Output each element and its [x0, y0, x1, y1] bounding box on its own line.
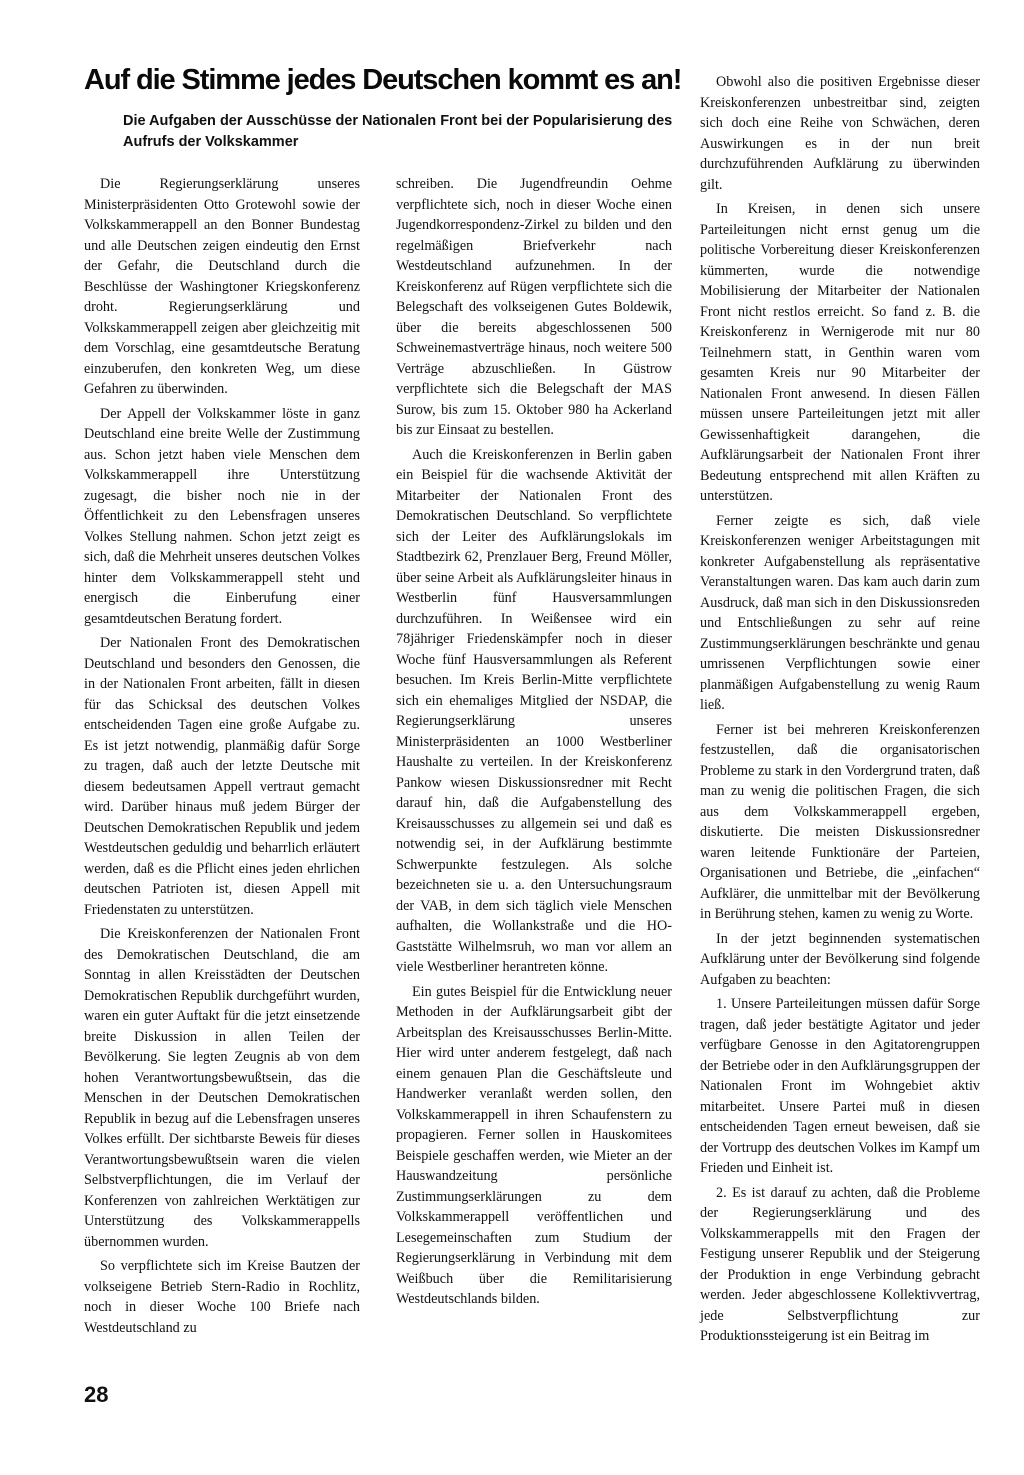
- paragraph: Ferner zeigte es sich, daß viele Kreiskonferenzen weniger Arbeitstagungen mit konkreter Aufgabenstellung als repräsentative Veranstaltungen waren. Das kam auch darin zum Ausdruck, daß man sich in den Diskussionsreden und Entschließungen zu sehr auf reine Zustimmungserklärungen beschränkte und genau umrissenen Verpflichtungen sowie einer planmäßigen Aufgabenstellung zu wenig Raum ließ.: [700, 512, 980, 713]
- paragraph: Die Kreiskonferenzen der Nationalen Front des Demokratischen Deutschland, die am Sonntag in allen Kreisstädten der Deutschen Demokratischen Republik durchgeführt wurden, waren ein guter Auftakt für die jetzt einsetzende breite Diskussion in allen Teilen der Bevölkerung. Sie legten Zeugnis ab von dem hohen Verantwortungsbewußtsein, das die Menschen in der Deutschen Demokratischen Republik in bezug auf die Lebensfragen unseres Volkes erfüllt. Der sichtbarste Beweis für dieses Verantwortungsbewußtsein waren die vielen Selbstverpflichtungen, die im Verlauf der Konferenzen von zahlreichen Werktätigen zur Unterstützung des Volkskammerappells übernommen wurden.: [84, 926, 360, 1250]
- paragraph-continued: schreiben. Die Jugendfreundin Oehme verpflichtete sich, noch in dieser Woche einen Jugendkorrespondenz-Zirkel zu bilden und den regelmäßigen Briefverkehr nach Westdeutschland aufzunehmen. In der Kreiskonferenz auf Rügen verpflichtete sich die Belegschaft des volkseigenen Gutes Boldewik, über die bereits abgeschlossenen 500 Schweinemastverträge hinaus, noch weitere 500 Verträge abzuschließen. In Güstrow verpflichtete sich die Belegschaft der MAS Surow, bis zum 15. Oktober 980 ha Ackerland bis zur Einsaat zu bestellen.: [396, 176, 672, 438]
- article-headline: Auf die Stimme jedes Deutschen kommt es an!: [84, 64, 682, 96]
- paragraph: Der Appell der Volkskammer löste in ganz Deutschland eine breite Welle der Zustimmung aus. Schon jetzt haben viele Menschen dem Volkskammerappell ihre Unterstützung zugesagt, die bisher noch nie in der Öffentlichkeit zu den Lebensfragen unseres Volkes Stellung nahmen. Schon jetzt zeigt es sich, daß die Mehrheit unseres deutschen Volkes hinter dem Volkskammerappell steht und energisch die Einberufung einer gesamtdeutschen Beratung fordert.: [84, 405, 360, 627]
- page-number: 28: [84, 1382, 109, 1407]
- text-column-1: [84, 174, 360, 1342]
- text-column-2: [396, 174, 672, 1314]
- paragraph: Die Regierungserklärung unseres Ministerpräsidenten Otto Grotewohl sowie der Volkskammerappell an den Bonner Bundestag und alle Deutschen zeigen eindeutig den Ernst der Gefahr, die Deutschland durch die Beschlüsse der Washingtoner Kriegskonferenz droht. Regierungserklärung und Volkskammerappell zeigen aber gleichzeitig mit dem Vorschlag, eine gesamtdeutsche Beratung einzuberufen, den konkreten Weg, um diese Gefahren zu überwinden.: [84, 176, 360, 397]
- paragraph: Auch die Kreiskonferenzen in Berlin gaben ein Beispiel für die wachsende Aktivität der Mitarbeiter der Nationalen Front des Demokratischen Deutschland. So verpflichtete sich der Leiter des Aufklärungslokals im Stadtbezirk 62, Prenzlauer Berg, Freund Möller, über seine Arbeit als Aufklärungsleiter hinaus in Westberlin fünf Hausversammlungen durchzuführen. In Weißensee wird ein 78jähriger Friedenskämpfer noch in dieser Woche fünf Hausversammlungen als Referent besuchen. Im Kreis Berlin-Mitte verpflichtete sich ein ehemaliges Mitglied der NSDAP, die Regierungserklärung unseres Ministerpräsidenten an 1000 Westberliner Haushalte zu verteilen. In der Kreiskonferenz Pankow wiesen Diskussionsredner mit Recht darauf hin, daß die Aufgabenstellung des Kreisausschusses zu allgemein sei und daß es notwendig sei, in der Aufklärung bestimmte Schwerpunkte festzulegen. Als solche bezeichneten sie u. a. den Untersuchungsraum der VAB, in dem sich täglich viele Menschen aufhalten, die Wollankstraße und die HO-Gaststätte Wilhelmsruh, wo man vor allem an viele Westberliner herantreten könne.: [396, 446, 672, 975]
- paragraph: So verpflichtete sich im Kreise Bautzen der volkseigene Betrieb Stern-Radio in Rochlitz, noch in dieser Woche 100 Briefe nach Westdeutschland zu: [84, 1258, 360, 1336]
- paragraph: In der jetzt beginnenden systematischen Aufklärung unter der Bevölkerung sind folgende Aufgaben zu beachten:: [700, 930, 980, 988]
- list-item: 2. Es ist darauf zu achten, daß die Probleme der Regierungserklärung und des Volkskammerappells mit den Fragen der Festigung unserer Republik und der Steigerung der Produktion in enge Verbindung gebracht werden. Jeder abgeschlossene Kollektivvertrag, jede Selbstverpflichtung zur Produktionssteigerung ist ein Beitrag im: [700, 1184, 980, 1344]
- article-subheadline: Die Aufgaben der Ausschüsse der Nationalen Front bei der Popularisierung des Aufrufs der Volkskammer: [123, 113, 673, 150]
- paragraph: Ein gutes Beispiel für die Entwicklung neuer Methoden in der Aufklärungsarbeit gibt der Arbeitsplan des Kreisausschusses Berlin-Mitte. Hier wird unter anderem festgelegt, daß nach einem genauen Plan die Geschäftsleute und Handwerker veranlaßt werden sollen, den Volkskammerappell in ihren Schaufenstern zu propagieren. Ferner sollen in Hauskomitees Beispiele geschaffen werden, wie Mieter an der Hauswandzeitung persönliche Zustimmungserklärungen zu dem Volkskammerappell veröffentlichen und Lesegemeinschaften zum Studium der Regierungserklärung in Verbindung mit dem Weißbuch über die Remilitarisierung Westdeutschlands bilden.: [396, 983, 672, 1307]
- text-column-3: [700, 72, 980, 1351]
- paragraph: Obwohl also die positiven Ergebnisse dieser Kreiskonferenzen unbestreitbar sind, zeigten sich doch eine Reihe von Schwächen, deren Auswirkungen es in der nun breit durchzuführenden Aufklärung zu überwinden gilt.: [700, 74, 980, 193]
- paragraph: Ferner ist bei mehreren Kreiskonferenzen festzustellen, daß die organisatorischen Probleme zu stark in den Vordergrund traten, daß man zu wenig die politischen Fragen, die sich aus dem Volkskammerappell ergeben, diskutierte. Die meisten Diskussionsredner waren leitende Funktionäre der Parteien, Organisationen und Betriebe, die „einfachen“ Aufklärer, die unmittelbar mit der Bevölkerung in Berührung stehen, kamen zu wenig zu Worte.: [700, 721, 980, 922]
- paragraph: Der Nationalen Front des Demokratischen Deutschland und besonders den Genossen, die in der Nationalen Front arbeiten, fällt in diesen für das Schicksal des deutschen Volkes entscheidenden Tagen eine große Aufgabe zu. Es ist jetzt notwendig, planmäßig dafür Sorge zu tragen, daß auch der letzte Deutsche mit diesem bedeutsamen Appell vertraut gemacht wird. Darüber hinaus muß jedem Bürger der Deutschen Demokratischen Republik und jedem Westdeutschen geduldig und beharrlich erläutert werden, daß es die Pflicht eines jeden ehrlichen deutschen Patrioten ist, diesen Appell mit Friedenstaten zu unterstützen.: [84, 635, 360, 918]
- list-item: 1. Unsere Parteileitungen müssen dafür Sorge tragen, daß jeder bestätigte Agitator und jeder verfügbare Genosse in den Agitatorengruppen der Betriebe oder in den Aufklärungsgruppen der Nationalen Front im Wohngebiet aktiv mitarbeitet. Unsere Partei muß in diesen entscheidenden Tagen erneut beweisen, daß sie der Vortrupp des deutschen Volkes im Kampf um Frieden und Einheit ist.: [700, 996, 980, 1176]
- paragraph: In Kreisen, in denen sich unsere Parteileitungen nicht ernst genug um die politische Vorbereitung dieser Kreiskonferenzen kümmerten, wurde die notwendige Mobilisierung der Mitarbeiter der Nationalen Front nicht restlos erreicht. So fand z. B. die Kreiskonferenz in Wernigerode mit nur 80 Teilnehmern statt, in Genthin waren vom gesamten Kreis nur 90 Mitarbeiter der Nationalen Front anwesend. In diesen Fällen müssen unsere Parteileitungen jetzt mit aller Gewissenhaftigkeit darangehen, die Aufklärungsarbeit der Nationalen Front ihrer Bedeutung entsprechend mit allen Kräften zu unterstützen.: [700, 201, 980, 504]
